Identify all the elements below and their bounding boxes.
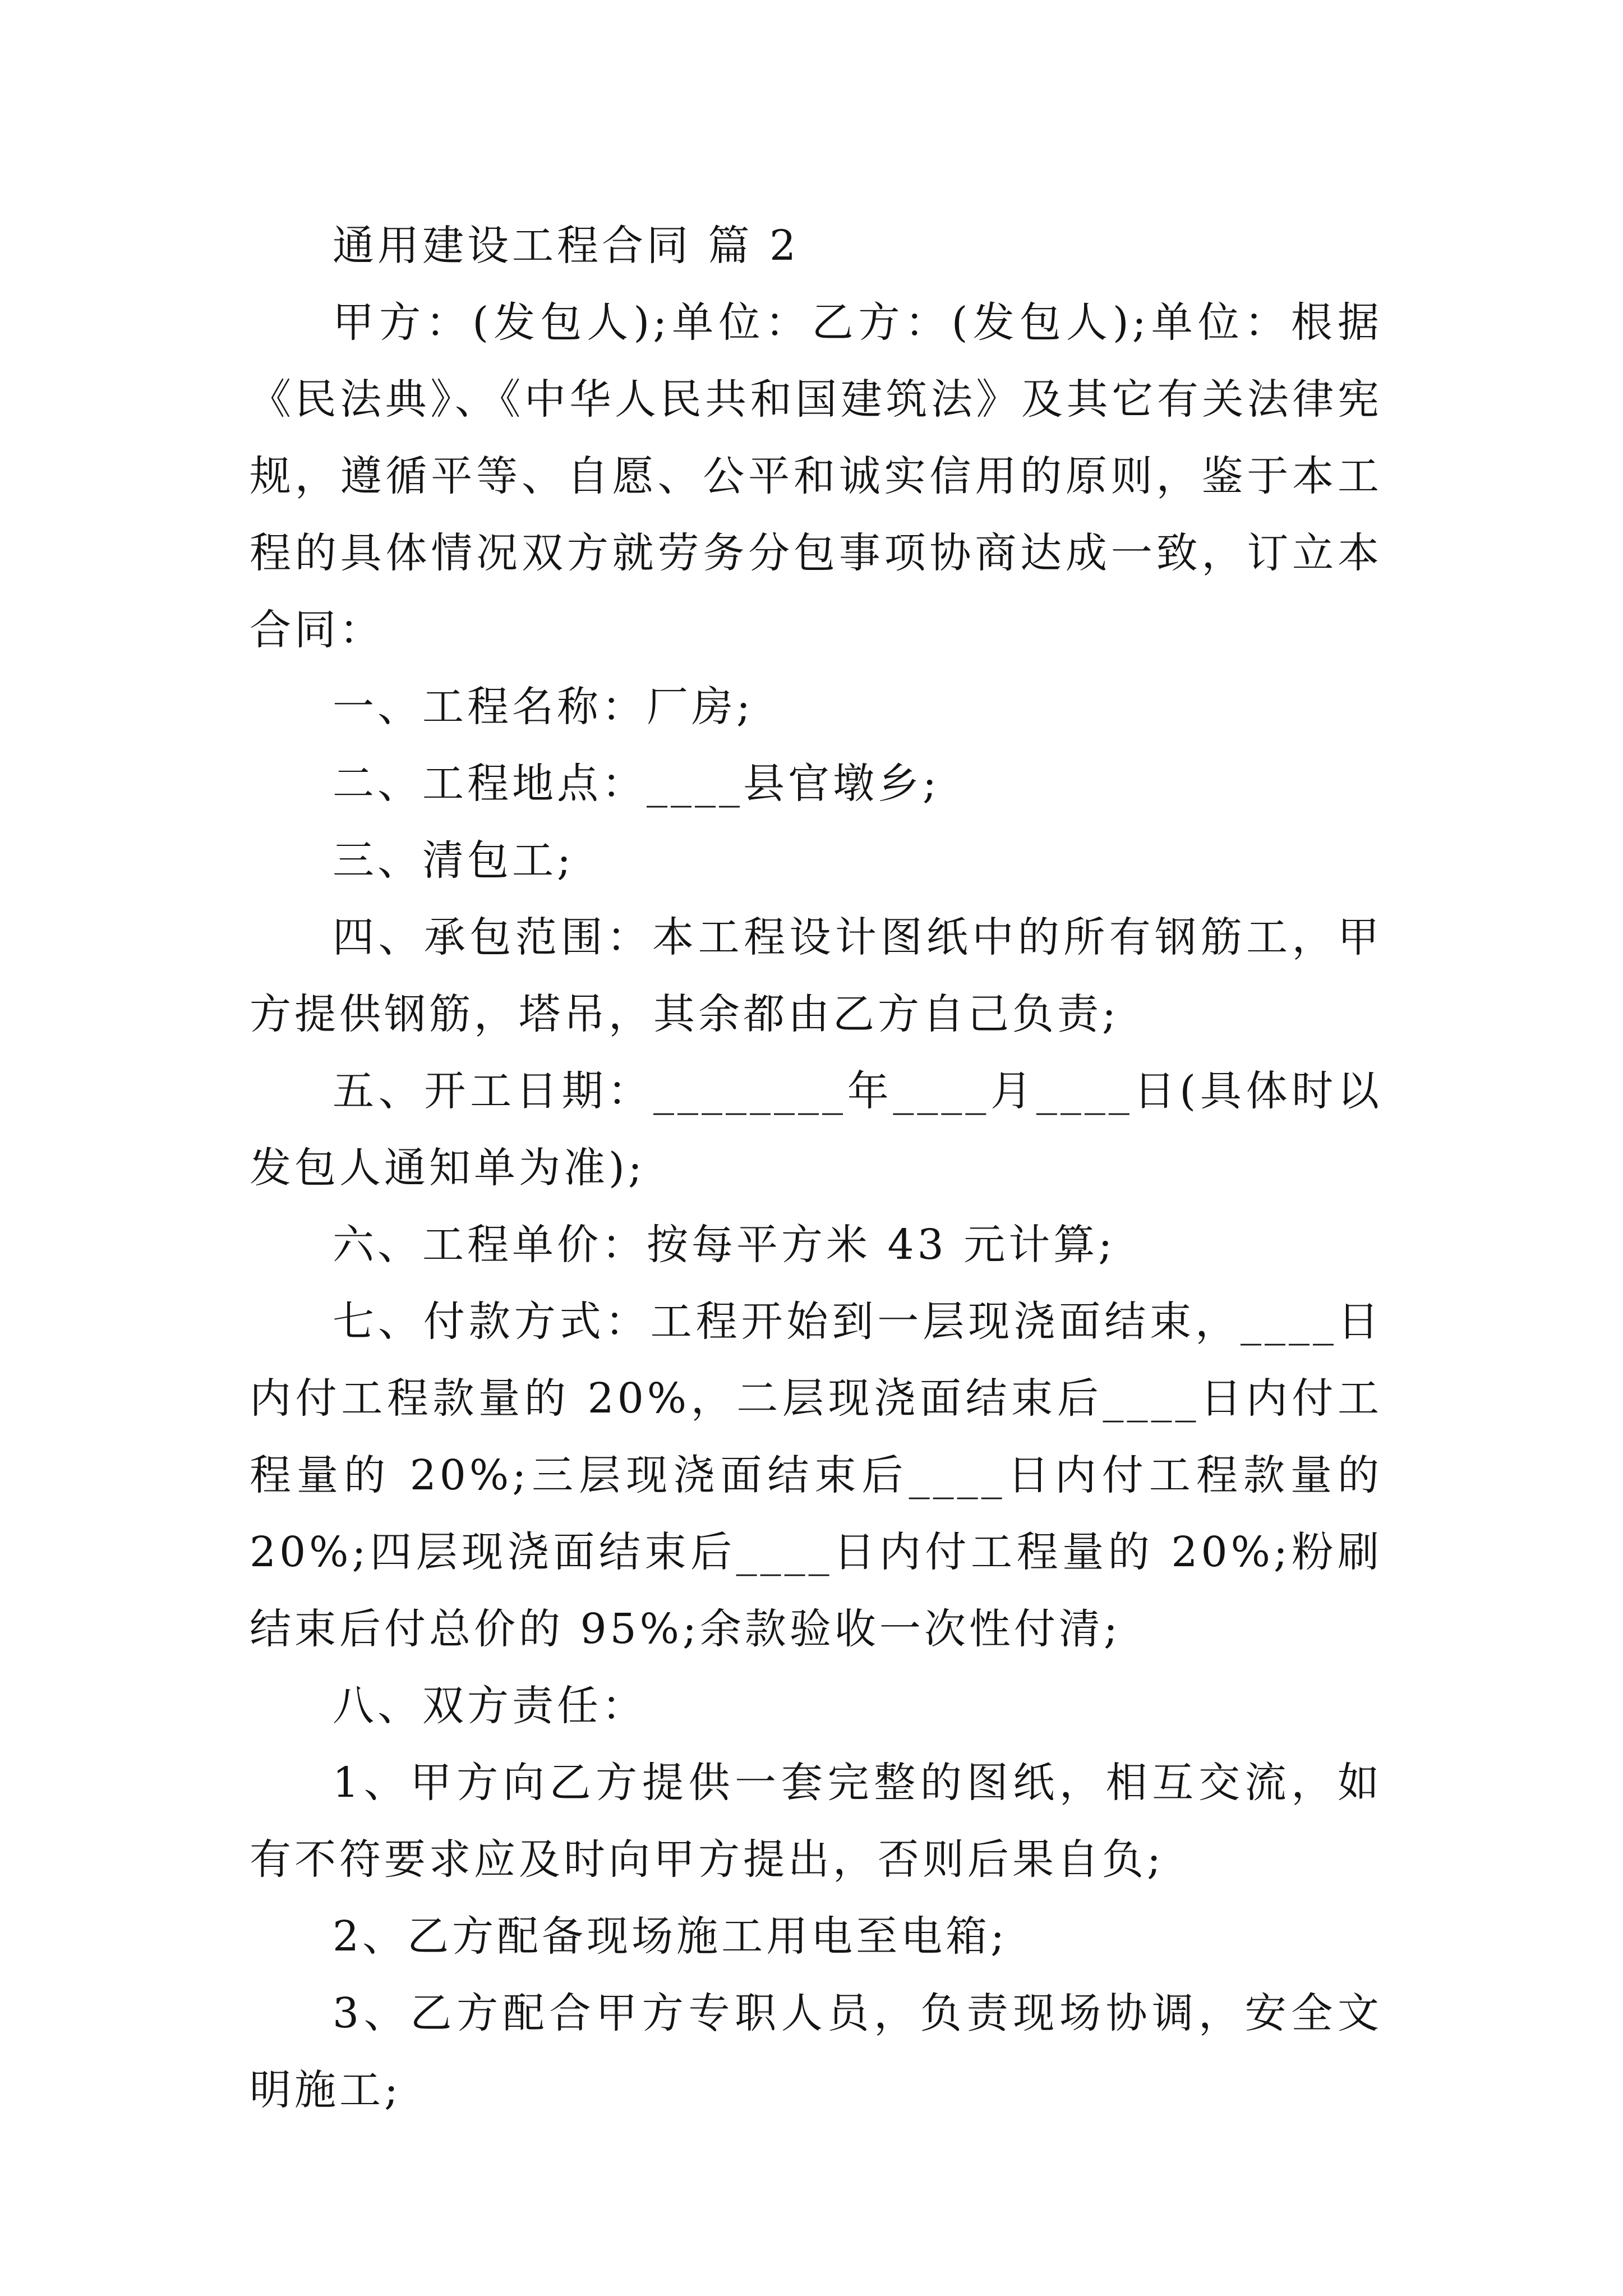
paragraph-unit-price: 六、工程单价：按每平方米 43 元计算; <box>333 1221 1116 1269</box>
paragraph-responsibility-3: 3、乙方配合甲方专职人员，负责现场协调，安全文明施工; <box>250 1989 1382 2114</box>
contract-body <box>250 208 1382 2129</box>
paragraph-project-location: 二、工程地点：____县官墩乡; <box>333 760 940 808</box>
paragraph-contract-scope: 四、承包范围：本工程设计图纸中的所有钢筋工，甲方提供钢筋，塔吊，其余都由乙方自己负责; <box>250 913 1382 1038</box>
document-title: 通用建设工程合同 篇 2 <box>333 222 800 270</box>
paragraph-preamble: 甲方：(发包人);单位：乙方：(发包人);单位：根据《民法典》、《中华人民共和国建筑法》及其它有关法律宪规，遵循平等、自愿、公平和诚实信用的原则，鉴于本工程的具体情况双方就劳务分包事项协商达成一致，订立本合同： <box>250 298 1382 654</box>
paragraph-responsibilities-heading: 八、双方责任： <box>333 1682 647 1730</box>
paragraph-payment-terms: 七、付款方式：工程开始到一层现浇面结束，____日内付工程款量的 20%，二层现浇面结束后____日内付工程量的 20%;三层现浇面结束后____日内付工程款量的 20%;四层现浇面结束后____日内付工程量的 20%;粉刷结束后付总价的 95%;余款验收一次性付清; <box>250 1297 1382 1653</box>
paragraph-responsibility-2: 2、乙方配备现场施工用电至电箱; <box>333 1912 1008 1961</box>
paragraph-start-date: 五、开工日期：________年____月____日(具体时以发包人通知单为准); <box>250 1067 1382 1192</box>
paragraph-responsibility-1: 1、甲方向乙方提供一套完整的图纸，相互交流，如有不符要求应及时向甲方提出，否则后果自负; <box>250 1759 1382 1884</box>
paragraph-labor-only: 三、清包工; <box>333 836 574 885</box>
paragraph-project-name: 一、工程名称：厂房; <box>333 683 754 731</box>
